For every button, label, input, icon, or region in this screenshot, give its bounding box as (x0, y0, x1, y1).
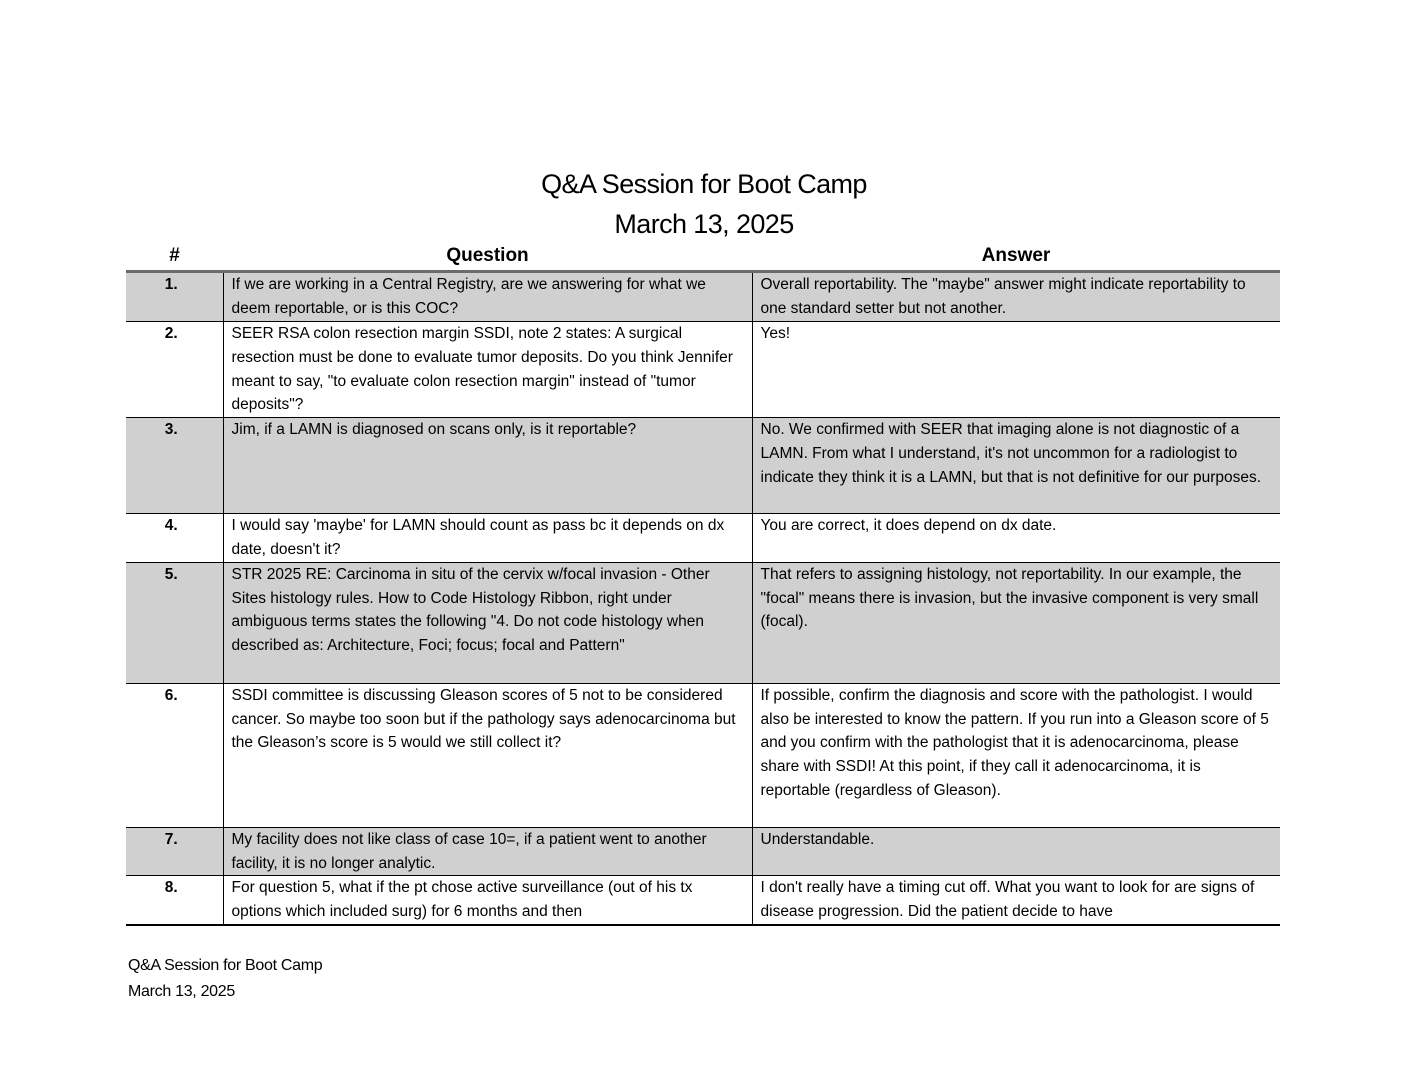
row-number: 7. (126, 827, 223, 876)
table-header-row (126, 243, 1280, 272)
row-number: 1. (126, 272, 223, 322)
column-header-answer: Answer (752, 243, 1280, 272)
row-number: 2. (126, 322, 223, 418)
footer-date: March 13, 2025 (128, 983, 235, 1000)
table-row (126, 876, 1280, 925)
table-row (126, 272, 1280, 322)
question-cell: Jim, if a LAMN is diagnosed on scans only, is it reportable? (223, 418, 752, 514)
row-number: 5. (126, 562, 223, 683)
answer-cell: If possible, confirm the diagnosis and score with the pathologist. I would also be interested to know the pattern. If you run into a Gleason score of 5 and you confirm with the pathologist that it is adenocarcinoma, please share with SSDI! At this point, if they call it adenocarcinoma, it is reportable (regardless of Gleason). (752, 683, 1280, 827)
table-row (126, 827, 1280, 876)
table-row (126, 322, 1280, 418)
answer-cell: That refers to assigning histology, not reportability. In our example, the "focal" means there is invasion, but the invasive component is very small (focal). (752, 562, 1280, 683)
question-cell: My facility does not like class of case 10=, if a patient went to another facility, it is no longer analytic. (223, 827, 752, 876)
table-row (126, 514, 1280, 563)
column-header-number: # (126, 243, 223, 272)
page-footer (128, 953, 322, 1005)
row-number: 4. (126, 514, 223, 563)
answer-cell: You are correct, it does depend on dx date. (752, 514, 1280, 563)
footer-title: Q&A Session for Boot Camp (128, 957, 323, 974)
table-row (126, 683, 1280, 827)
question-cell: If we are working in a Central Registry, are we answering for what we deem reportable, or is this COC? (223, 272, 752, 322)
row-number: 8. (126, 876, 223, 925)
answer-cell: I don't really have a timing cut off. What you want to look for are signs of disease progression. Did the patient decide to have (752, 876, 1280, 925)
row-number: 6. (126, 683, 223, 827)
question-cell: SEER RSA colon resection margin SSDI, note 2 states: A surgical resection must be done to evaluate tumor deposits. Do you think Jennifer meant to say, "to evaluate colon resection margin" instead of "tumor deposits"? (223, 322, 752, 418)
question-cell: SSDI committee is discussing Gleason scores of 5 not to be considered cancer. So maybe too soon but if the pathology says adenocarcinoma but the Gleason’s score is 5 would we still collect it? (223, 683, 752, 827)
question-cell: For question 5, what if the pt chose active surveillance (out of his tx options which included surg) for 6 months and then (223, 876, 752, 925)
answer-cell: Understandable. (752, 827, 1280, 876)
document-title: Q&A Session for Boot Camp (541, 169, 867, 199)
qa-table (126, 243, 1280, 926)
row-number: 3. (126, 418, 223, 514)
document-date: March 13, 2025 (614, 209, 794, 239)
answer-cell: Yes! (752, 322, 1280, 418)
question-cell: STR 2025 RE: Carcinoma in situ of the cervix w/focal invasion - Other Sites histology rules. How to Code Histology Ribbon, right under ambiguous terms states the following "4. Do not code histology when described as: Architecture, Foci; focus; focal and Pattern" (223, 562, 752, 683)
table-row (126, 418, 1280, 514)
column-header-question: Question (223, 243, 752, 272)
answer-cell: Overall reportability. The "maybe" answer might indicate reportability to one standard setter but not another. (752, 272, 1280, 322)
question-cell: I would say 'maybe' for LAMN should count as pass bc it depends on dx date, doesn't it? (223, 514, 752, 563)
answer-cell: No. We confirmed with SEER that imaging alone is not diagnostic of a LAMN. From what I understand, it's not uncommon for a radiologist to indicate they think it is a LAMN, but that is not definitive for our purposes. (752, 418, 1280, 514)
table-row (126, 562, 1280, 683)
